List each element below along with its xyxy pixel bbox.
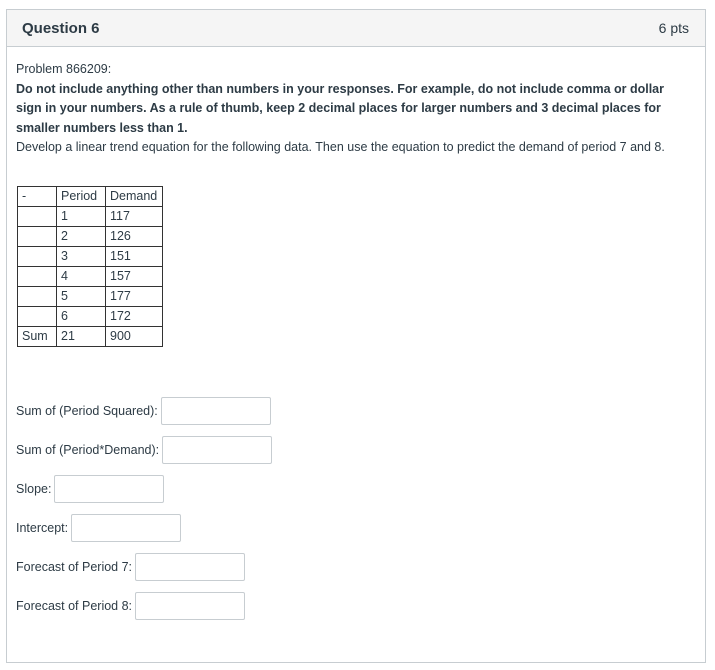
sum-period-squared-input[interactable] bbox=[161, 397, 271, 425]
table-cell: 1 bbox=[57, 207, 106, 227]
forecast-7-label: Forecast of Period 7: bbox=[16, 560, 133, 574]
table-cell: 21 bbox=[57, 327, 106, 347]
table-row bbox=[18, 247, 163, 267]
intercept-label: Intercept: bbox=[16, 521, 69, 535]
slope-input[interactable] bbox=[54, 475, 164, 503]
problem-label: Problem 866209: bbox=[16, 62, 112, 76]
question-points: 6 pts bbox=[658, 20, 689, 36]
forecast-8-input[interactable] bbox=[135, 592, 245, 620]
slope-row bbox=[16, 475, 164, 503]
forecast-7-row bbox=[16, 553, 245, 581]
table-cell bbox=[18, 207, 57, 227]
table-cell: 117 bbox=[106, 207, 163, 227]
table-sum-row bbox=[18, 327, 163, 347]
forecast-8-label: Forecast of Period 8: bbox=[16, 599, 133, 613]
slope-label: Slope: bbox=[16, 482, 52, 496]
sum-period-demand-label: Sum of (Period*Demand): bbox=[16, 443, 160, 457]
table-header-cell: Demand bbox=[106, 187, 163, 207]
table-cell: 2 bbox=[57, 227, 106, 247]
table-cell: 172 bbox=[106, 307, 163, 327]
forecast-7-input[interactable] bbox=[135, 553, 245, 581]
table-cell bbox=[18, 247, 57, 267]
sum-period-squared-label: Sum of (Period Squared): bbox=[16, 404, 158, 418]
table-cell: 4 bbox=[57, 267, 106, 287]
table-cell: 900 bbox=[106, 327, 163, 347]
intercept-input[interactable] bbox=[71, 514, 181, 542]
table-cell: 157 bbox=[106, 267, 163, 287]
table-cell: 177 bbox=[106, 287, 163, 307]
table-cell bbox=[18, 267, 57, 287]
question-title: Question 6 bbox=[22, 19, 100, 37]
table-row bbox=[18, 307, 163, 327]
table-header-cell: Period bbox=[57, 187, 106, 207]
table-cell: Sum bbox=[18, 327, 57, 347]
table-cell: 126 bbox=[106, 227, 163, 247]
table-row bbox=[18, 267, 163, 287]
sum-period-demand-input[interactable] bbox=[162, 436, 272, 464]
table-row bbox=[18, 207, 163, 227]
problem-instructions: Do not include anything other than numbers in your responses. For example, do not include comma or dollar sign in your numbers. As a rule of thumb, keep 2 decimal places for larger numbers and 3 decimal places for smaller numbers less than 1. bbox=[16, 81, 664, 135]
forecast-8-row bbox=[16, 592, 245, 620]
table-cell bbox=[18, 287, 57, 307]
demand-table bbox=[17, 186, 163, 347]
sum-period-demand-row bbox=[16, 436, 272, 464]
table-row bbox=[18, 227, 163, 247]
question-header bbox=[7, 10, 705, 47]
sum-period-squared-row bbox=[16, 397, 271, 425]
question-body bbox=[16, 60, 688, 158]
table-cell: 6 bbox=[57, 307, 106, 327]
table-cell bbox=[18, 227, 57, 247]
table-cell bbox=[18, 307, 57, 327]
table-row bbox=[18, 287, 163, 307]
table-header-cell: - bbox=[18, 187, 57, 207]
table-cell: 5 bbox=[57, 287, 106, 307]
table-cell: 151 bbox=[106, 247, 163, 267]
problem-prompt: Develop a linear trend equation for the following data. Then use the equation to predict the demand of period 7 and 8. bbox=[16, 140, 665, 154]
intercept-row bbox=[16, 514, 181, 542]
table-cell: 3 bbox=[57, 247, 106, 267]
table-header-row bbox=[18, 187, 163, 207]
